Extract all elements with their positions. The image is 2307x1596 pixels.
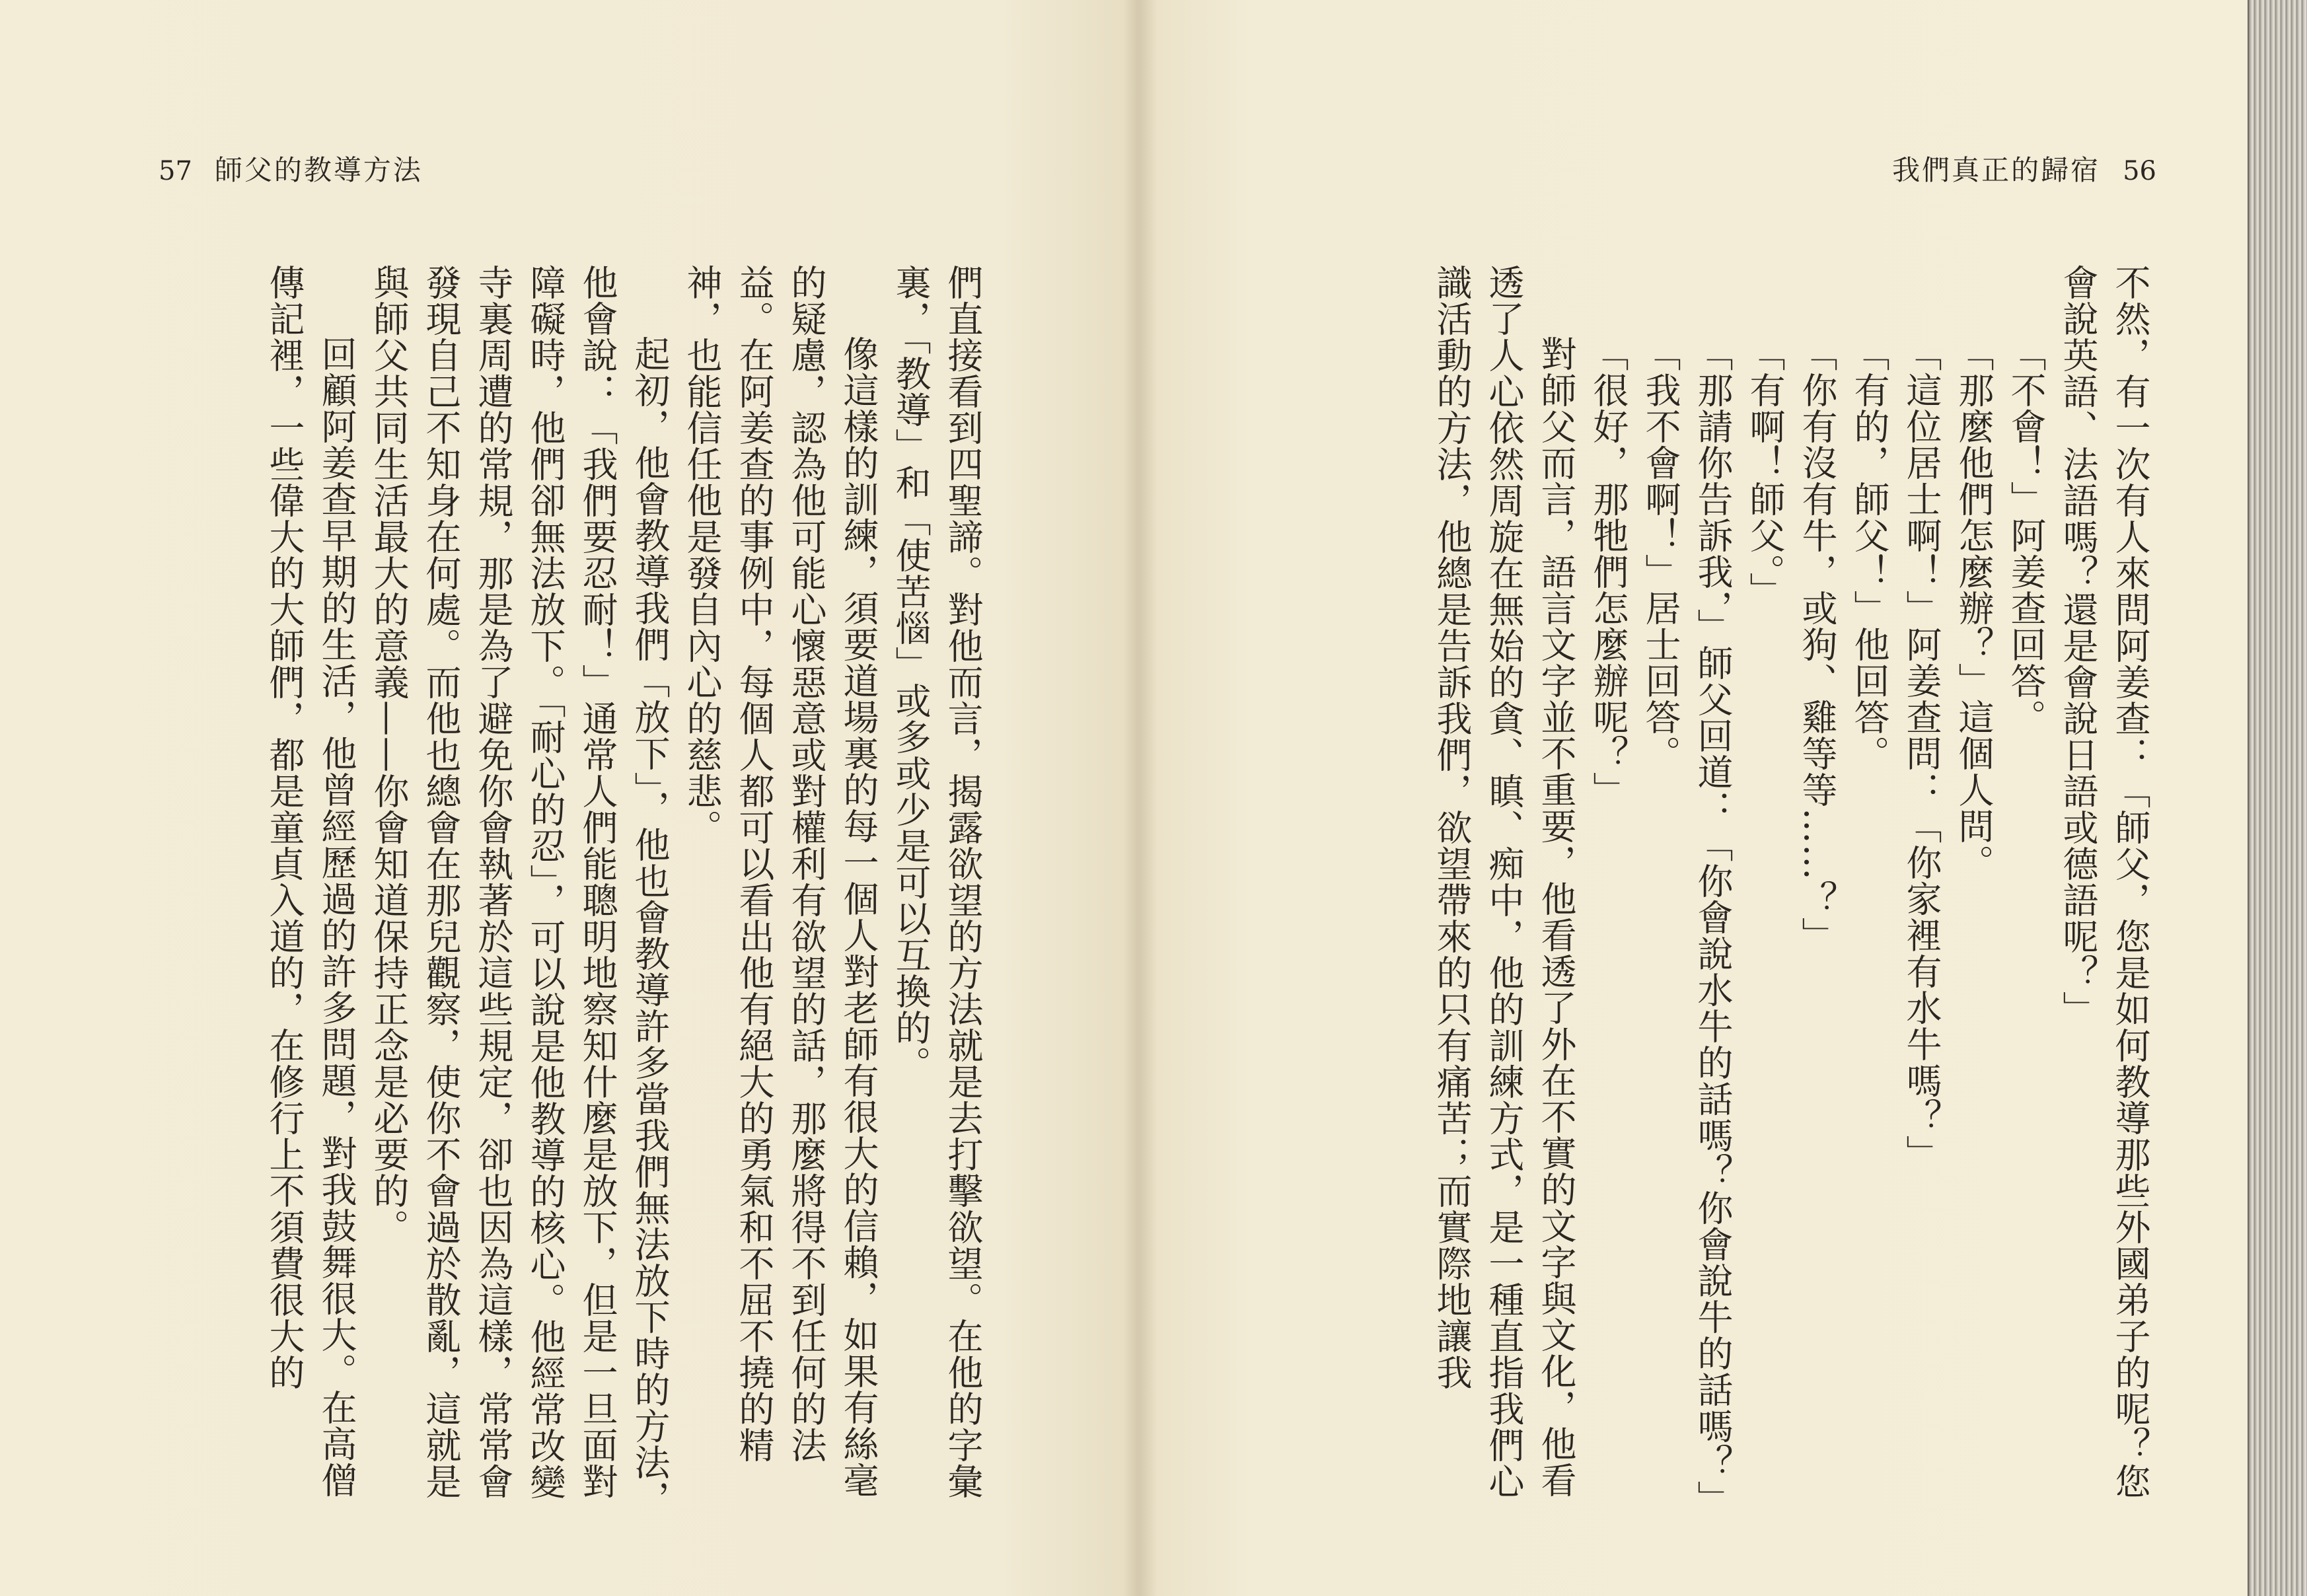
right-paragraph-3: 「那麼他們怎麼辦？」這個人問。 [1953,336,1995,881]
left-paragraph-4: 回顧阿姜查早期的生活，他曾經歷過的許多問題，對我鼓舞很大。在高僧傳記裡，一些偉大的大師們，都是童貞入道的，在修行上不須費很大的 [264,264,357,1498]
right-paragraph-6: 「你有沒有牛，或狗、雞等等……？」 [1796,336,1838,953]
right-body-text [1298,264,2156,1519]
right-paragraph-5: 「有的，師父！」他回答。 [1849,336,1890,772]
right-page [1138,0,2248,1596]
right-paragraph-9: 「我不會啊！」居士回答。 [1640,336,1681,772]
left-page-number: 57 [159,156,192,186]
left-paragraph-2: 像這樣的訓練，須要道場裏的每一個人對老師有很大的信賴，如果有絲毫的疑慮，認為他可能心懷惡意或對權利有欲望的話，那麼將得不到任何的法益。在阿姜查的事例中，每個人都可以看出他有絕大的勇氣和不屈不撓的精神，也能信任他是發自內心的慈悲。 [681,264,879,1498]
right-paragraph-10: 「很好，那牠們怎麼辦呢？」 [1588,336,1629,808]
left-body-text [137,264,989,1519]
left-page [0,0,1138,1596]
right-paragraph-1: 不然，有一次有人來問阿姜查：「師父，您是如何教導那些外國弟子的呢？您會說英語、法語嗎？還是會說日語或德語呢？」 [2057,264,2151,1500]
left-running-header [159,151,423,191]
left-paragraph-1: 們直接看到四聖諦。對他而言，揭露欲望的方法就是去打擊欲望。在他的字彙裏，「教導」和「使苦惱」或多或少是可以互換的。 [890,264,984,1500]
right-paragraph-4: 「這位居士啊！」阿姜查問：「你家裡有水牛嗎？」 [1901,336,1942,1171]
right-paragraph-8: 「那請你告訴我，」師父回道：「你會說水牛的話嗎？你會說牛的話嗎？」 [1692,336,1734,1517]
right-paragraph-7: 「有啊！師父。」 [1744,336,1786,608]
right-page-number: 56 [2123,156,2156,186]
right-paragraph-2: 「不會！」阿姜查回答。 [2005,336,2047,735]
book-gutter-shadow [1123,0,1157,1596]
page-edges [2248,0,2307,1596]
right-chapter-title: 我們真正的歸宿 [1892,154,2101,186]
left-paragraph-3: 起初，他會教導我們「放下」，他也會教導許多當我們無法放下時的方法，他會說：「我們要忍耐！」通常人們能聰明地察知什麼是放下，但是一旦面對障礙時，他們卻無法放下。「耐心的忍」，可以說是他教導的核心。他經常改變寺裏周遭的常規，那是為了避免你會執著於這些規定，卻也因為這樣，常常會發現自己不知身在何處。而他也總會在那兒觀察，使你不會過於散亂，這就是與師父共同生活最大的意義——你會知道保持正念是必要的。 [368,264,671,1517]
right-paragraph-11: 對師父而言，語言文字並不重要，他看透了外在不實的文字與文化，他看透了人心依然周旋在無始的貪、瞋、痴中，他的訓練方式，是一種直指我們心識活動的方法，他總是告訴我們，欲望帶來的只有痛苦；而實際地讓我 [1431,264,1577,1500]
left-chapter-title: 師父的教導方法 [214,154,423,186]
right-running-header [1892,151,2156,191]
